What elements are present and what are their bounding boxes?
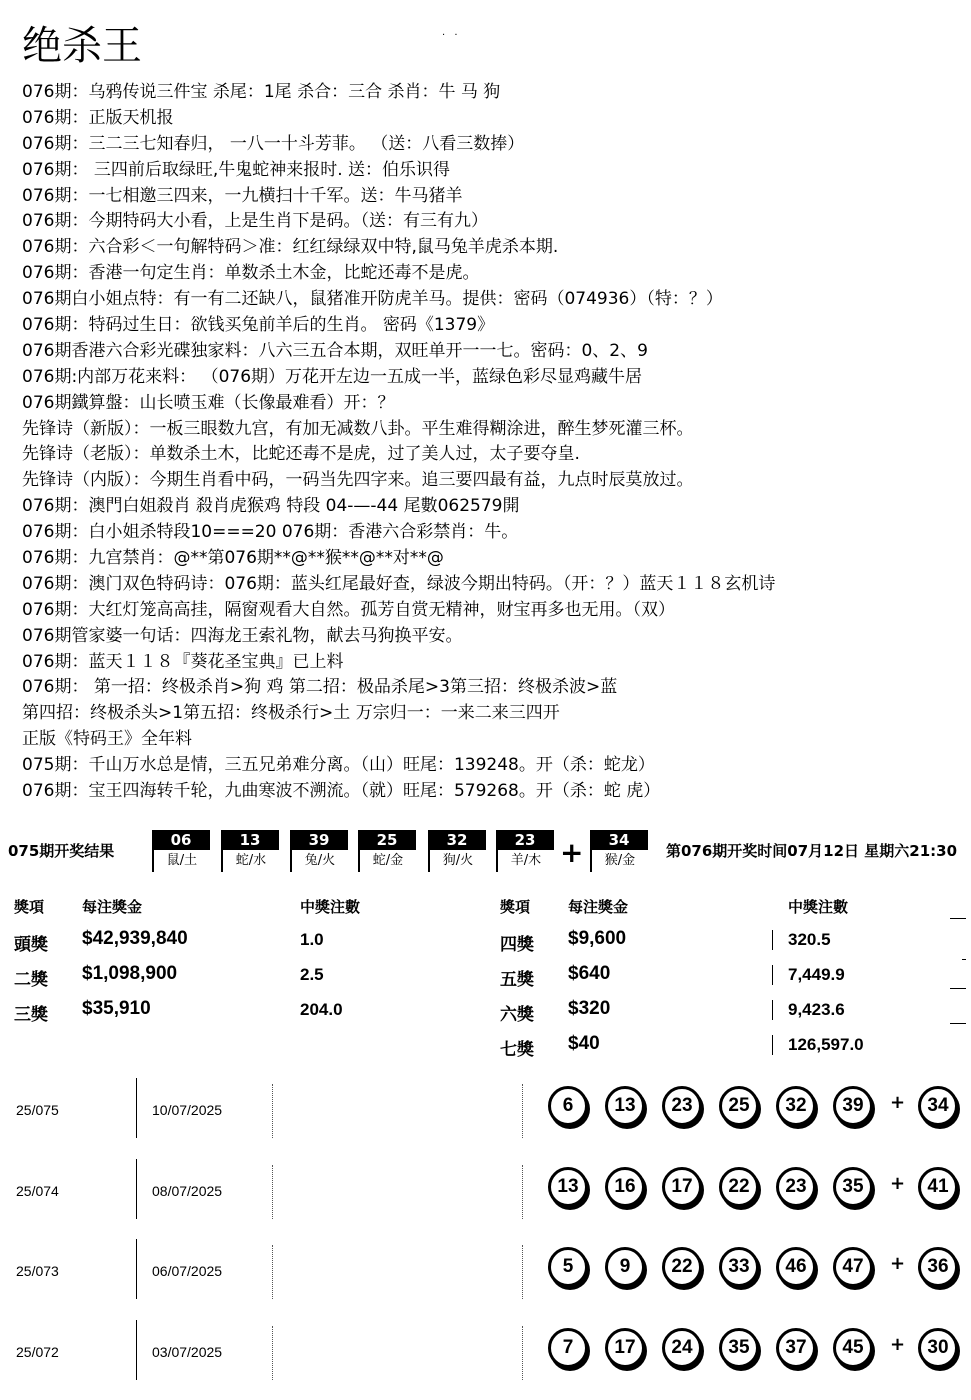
draw-box bbox=[358, 830, 416, 874]
prediction-line: 076期香港六合彩光碟独家料：八六三五合本期，双旺单开一一七。密码：0、2、9 bbox=[22, 340, 648, 361]
history-period: 25/073 bbox=[16, 1263, 59, 1279]
special-number-ball: 34 bbox=[918, 1086, 958, 1126]
prize-count: 7,449.9 bbox=[788, 965, 845, 984]
number-ball: 35 bbox=[833, 1167, 873, 1207]
draw-box bbox=[152, 830, 210, 874]
number-ball: 22 bbox=[662, 1247, 702, 1287]
prediction-line: 076期：一七相邀三四来，一九横扫十千军。送：牛马猪羊 bbox=[22, 185, 463, 206]
history-divider bbox=[136, 1159, 138, 1219]
special-plus: + bbox=[560, 836, 584, 869]
draw-number: 25 bbox=[358, 830, 416, 850]
number-ball: 17 bbox=[605, 1328, 645, 1368]
draw-number: 13 bbox=[221, 830, 279, 850]
special-number-ball: 30 bbox=[918, 1328, 958, 1368]
prediction-line: 先锋诗（新版）：一板三眼数九宫，有加无减数八卦。平生难得糊涂进，醉生梦死灌三杯。 bbox=[22, 418, 694, 439]
history-plus: + bbox=[890, 1092, 906, 1113]
number-ball: 33 bbox=[719, 1247, 759, 1287]
prize-header: 中獎注數 bbox=[788, 899, 849, 916]
prize-header: 每注獎金 bbox=[82, 899, 143, 916]
history-divider bbox=[136, 1239, 138, 1299]
prediction-line: 076期：香港一句定生肖：单数杀土木金，比蛇还毒不是虎。 bbox=[22, 263, 480, 284]
history-date: 06/07/2025 bbox=[152, 1263, 223, 1279]
number-ball: 32 bbox=[776, 1086, 816, 1126]
history-period: 25/075 bbox=[16, 1102, 59, 1118]
number-ball: 7 bbox=[548, 1328, 588, 1368]
prize-name: 三獎 bbox=[14, 1005, 48, 1024]
prize-header: 中獎注數 bbox=[300, 899, 361, 916]
number-ball: 22 bbox=[719, 1167, 759, 1207]
prediction-line: 076期：大红灯笼高高挂，隔窗观看大自然。孤芳自赏无精神，财宝再多也无用。（双） bbox=[22, 599, 675, 620]
prize-amount: $320 bbox=[568, 998, 611, 1019]
prediction-line: 076期：乌鸦传说三件宝 杀尾：1尾 杀合：三合 杀肖：牛 马 狗 bbox=[22, 82, 501, 102]
history-plus: + bbox=[890, 1172, 906, 1194]
prize-name: 四獎 bbox=[500, 935, 534, 954]
prediction-line: 076期鐵算盤：山长喷玉难（长像最难看）开：？ bbox=[22, 392, 395, 413]
number-ball: 25 bbox=[719, 1086, 759, 1126]
prediction-line: 076期：澳门双色特码诗：076期：蓝头红尾最好查，绿波今期出特码。（开：？）蓝天１１８玄机诗 bbox=[22, 573, 776, 594]
prediction-line: 076期： 第一招：终极杀肖>狗 鸡 第二招：极品杀尾>3第三招：终极杀波>蓝 bbox=[22, 677, 618, 698]
prediction-line: 076期：宝王四海转千轮，九曲寒波不溯流。（就）旺尾：579268。开（杀：蛇 虎） bbox=[22, 781, 661, 802]
number-ball: 9 bbox=[605, 1247, 645, 1287]
prediction-line: 076期：蓝天１１８『葵花圣宝典』已上料 bbox=[22, 651, 344, 672]
history-row bbox=[0, 1239, 971, 1319]
number-ball: 47 bbox=[833, 1247, 873, 1287]
table-tick bbox=[950, 1023, 966, 1024]
special-number-ball: 36 bbox=[918, 1247, 958, 1287]
number-ball: 24 bbox=[662, 1328, 702, 1368]
draw-box bbox=[428, 830, 486, 874]
draw-number: 34 bbox=[590, 830, 648, 850]
prize-amount: $1,098,900 bbox=[82, 963, 178, 984]
prediction-line: 076期：今期特码大小看，上是生肖下是码。（送：有三有九） bbox=[22, 211, 488, 232]
prize-name: 五獎 bbox=[500, 970, 534, 989]
prize-divider bbox=[772, 930, 773, 950]
prize-divider bbox=[772, 1000, 773, 1020]
number-ball: 5 bbox=[548, 1247, 588, 1287]
prediction-lines bbox=[22, 80, 967, 805]
draw-result-bar bbox=[8, 830, 968, 876]
history-date: 08/07/2025 bbox=[152, 1182, 223, 1199]
prize-count: 204.0 bbox=[300, 1000, 343, 1019]
page-title: 绝杀王 bbox=[22, 23, 142, 69]
prediction-line: 076期：正版天机报 bbox=[22, 107, 174, 128]
number-ball: 17 bbox=[662, 1167, 702, 1207]
prize-name: 頭獎 bbox=[14, 935, 48, 954]
draw-zodiac: 蛇/水 bbox=[221, 850, 279, 872]
draw-number: 32 bbox=[428, 830, 486, 850]
history-divider bbox=[136, 1320, 138, 1380]
prediction-line: 076期管家婆一句话：四海龙王索礼物，献去马狗换平安。 bbox=[22, 625, 463, 646]
history-divider bbox=[136, 1078, 138, 1138]
history-row bbox=[0, 1159, 971, 1239]
draw-number: 23 bbox=[496, 830, 554, 850]
history-date: 10/07/2025 bbox=[152, 1102, 223, 1118]
prize-amount: $640 bbox=[568, 963, 611, 984]
draw-zodiac: 狗/火 bbox=[428, 850, 486, 872]
prediction-line: 076期：三二三七知春归， 一八一十斗芳菲。 （送：八看三数捧） bbox=[22, 133, 525, 154]
table-tick bbox=[950, 918, 966, 919]
history-row bbox=[0, 1078, 971, 1158]
draw-box bbox=[496, 830, 554, 874]
draw-box bbox=[290, 830, 348, 874]
number-ball: 45 bbox=[833, 1328, 873, 1368]
prize-count: 320.5 bbox=[788, 930, 831, 949]
prediction-line: 第四招：终极杀头>1第五招：终极杀行>土 万宗归一：一来二来三四开 bbox=[22, 703, 560, 724]
prize-name: 二獎 bbox=[14, 970, 48, 989]
prediction-line: 076期：白小姐杀特段10===20 076期：香港六合彩禁肖：牛。 bbox=[22, 522, 519, 543]
prize-count: 2.5 bbox=[300, 965, 324, 984]
prize-count: 126,597.0 bbox=[788, 1035, 864, 1054]
history-date: 03/07/2025 bbox=[152, 1343, 223, 1360]
prize-count: 1.0 bbox=[300, 930, 324, 949]
prize-count: 9,423.6 bbox=[788, 1000, 845, 1019]
number-ball: 13 bbox=[548, 1167, 588, 1207]
history-plus: + bbox=[890, 1253, 906, 1274]
prize-name: 六獎 bbox=[500, 1005, 534, 1024]
prediction-line: 076期： 三四前后取绿旺,牛鬼蛇神来报时. 送：伯乐识得 bbox=[22, 159, 451, 180]
history-period: 25/072 bbox=[16, 1343, 59, 1360]
number-ball: 23 bbox=[662, 1086, 702, 1126]
prediction-line: 先锋诗（老版）：单数杀土木，比蛇还毒不是虎，过了美人过，太子要夺皇. bbox=[22, 444, 580, 465]
history-plus: + bbox=[890, 1333, 906, 1355]
history-divider bbox=[522, 1165, 523, 1219]
prediction-line: 076期：特码过生日：欲钱买兔前羊后的生肖。 密码《1379》 bbox=[22, 315, 495, 336]
draw-zodiac: 蛇/金 bbox=[358, 850, 416, 872]
history-divider bbox=[522, 1245, 523, 1299]
draw-zodiac: 羊/木 bbox=[496, 850, 554, 872]
decorative-dots: · · bbox=[442, 30, 461, 41]
special-draw-box bbox=[590, 830, 648, 874]
prize-amount: $35,910 bbox=[82, 998, 151, 1019]
prize-amount: $42,939,840 bbox=[82, 928, 188, 949]
prediction-line: 正版《特码王》全年料 bbox=[22, 729, 192, 750]
history-divider bbox=[272, 1084, 273, 1138]
draw-zodiac: 鼠/土 bbox=[152, 850, 210, 872]
history-divider bbox=[522, 1084, 523, 1138]
draw-zodiac: 猴/金 bbox=[590, 850, 648, 872]
prize-divider bbox=[772, 965, 773, 985]
number-ball: 35 bbox=[719, 1328, 759, 1368]
number-ball: 23 bbox=[776, 1167, 816, 1207]
history-divider bbox=[522, 1326, 523, 1380]
table-tick bbox=[962, 959, 966, 960]
next-draw-time: 第076期开奖时间07月12日 星期六21:30 bbox=[666, 842, 958, 860]
prediction-line: 076期：澳門白姐殺肖 殺肖虎猴鸡 特段 04-—-44 尾數062579開 bbox=[22, 496, 520, 517]
prediction-line: 076期：九宫禁肖：@**第076期**@**猴**@**对**@ bbox=[22, 548, 444, 569]
number-ball: 16 bbox=[605, 1167, 645, 1207]
number-ball: 37 bbox=[776, 1328, 816, 1368]
prize-amount: $9,600 bbox=[568, 928, 627, 949]
number-ball: 46 bbox=[776, 1247, 816, 1287]
number-ball: 13 bbox=[605, 1086, 645, 1126]
prediction-line: 076期:内部万花来料： （076期）万花开左边一五成一半，蓝绿色彩尽显鸡藏牛居 bbox=[22, 366, 643, 387]
number-ball: 39 bbox=[833, 1086, 873, 1126]
prize-name: 七獎 bbox=[500, 1040, 534, 1059]
draw-zodiac: 兔/火 bbox=[290, 850, 348, 872]
draw-number: 39 bbox=[290, 830, 348, 850]
prediction-line: 075期：千山万水总是情，三五兄弟难分离。（山）旺尾：139248。开（杀：蛇龙） bbox=[22, 755, 655, 776]
history-divider bbox=[272, 1326, 273, 1380]
special-number-ball: 41 bbox=[918, 1167, 958, 1207]
prize-header: 每注獎金 bbox=[568, 899, 629, 916]
number-ball: 6 bbox=[548, 1086, 588, 1126]
table-tick bbox=[950, 988, 966, 989]
history-period: 25/074 bbox=[16, 1182, 59, 1199]
history-divider bbox=[272, 1245, 273, 1299]
draw-number: 06 bbox=[152, 830, 210, 850]
prize-header: 獎項 bbox=[14, 899, 45, 916]
prize-header: 獎項 bbox=[500, 899, 531, 916]
history-divider bbox=[272, 1165, 273, 1219]
prize-amount: $40 bbox=[568, 1033, 600, 1054]
prize-divider bbox=[772, 1035, 773, 1055]
prediction-line: 先锋诗（内版）：今期生肖看中码，一码当先四字来。追三要四最有益，九点时辰莫放过。 bbox=[22, 470, 694, 491]
prediction-line: 076期白小姐点特：有一有二还缺八，鼠猪准开防虎羊马。提供：密码（074936）（特：？） bbox=[22, 289, 723, 310]
prediction-line: 076期：六合彩＜一句解特码＞准：红红绿绿双中特,鼠马兔羊虎杀本期. bbox=[22, 237, 559, 258]
draw-result-label: 075期开奖结果 bbox=[8, 842, 115, 860]
draw-box bbox=[221, 830, 279, 874]
